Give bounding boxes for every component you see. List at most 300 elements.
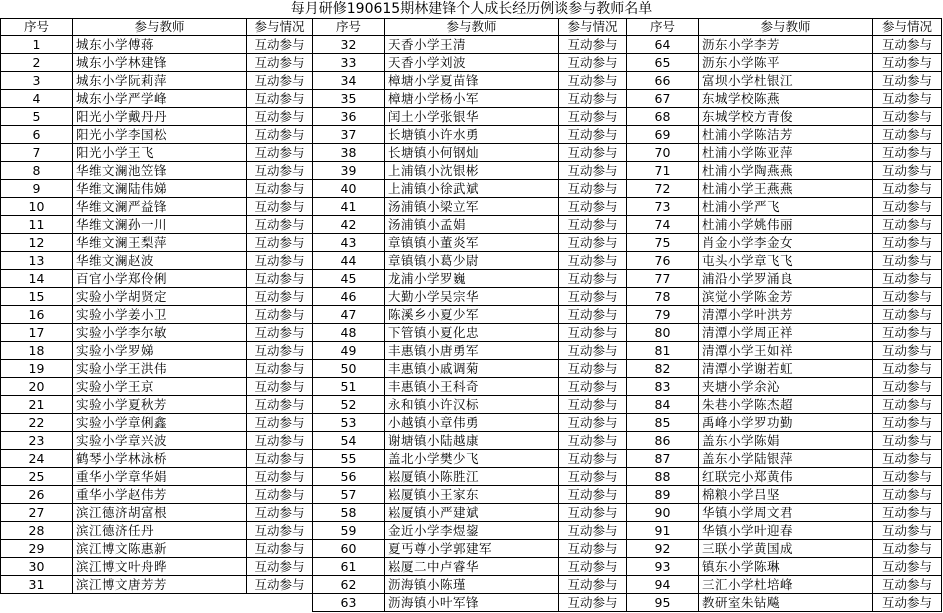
status-cell[interactable]: 互动参与 — [247, 162, 313, 180]
status-cell[interactable]: 互动参与 — [559, 378, 627, 396]
status-cell[interactable]: 互动参与 — [247, 306, 313, 324]
teacher-name-cell[interactable]: 城东小学林建锋 — [73, 54, 247, 72]
header-status[interactable]: 参与情况 — [873, 19, 942, 36]
teacher-name-cell[interactable]: 崧厦镇小陈胜江 — [385, 468, 559, 486]
status-cell[interactable]: 互动参与 — [559, 432, 627, 450]
status-cell[interactable]: 互动参与 — [247, 90, 313, 108]
seq-cell[interactable]: 46 — [313, 288, 385, 306]
teacher-name-cell[interactable]: 城东小学傅蒋 — [73, 36, 247, 54]
table-row — [1, 162, 942, 180]
status-cell[interactable]: 互动参与 — [873, 90, 942, 108]
seq-cell[interactable]: 74 — [627, 216, 699, 234]
status-cell[interactable]: 互动参与 — [247, 180, 313, 198]
teacher-name-cell[interactable]: 天香小学刘波 — [385, 54, 559, 72]
teacher-name-cell[interactable]: 东城学校陈燕 — [699, 90, 873, 108]
seq-cell[interactable]: 28 — [1, 522, 73, 540]
seq-cell[interactable]: 9 — [1, 180, 73, 198]
teacher-name-cell[interactable]: 肖金小学李金女 — [699, 234, 873, 252]
teacher-name-cell[interactable]: 教研室朱钻飚 — [699, 594, 873, 612]
status-cell[interactable]: 互动参与 — [873, 126, 942, 144]
teacher-name-cell[interactable]: 百官小学郑伶俐 — [73, 270, 247, 288]
seq-cell[interactable]: 92 — [627, 540, 699, 558]
status-cell[interactable]: 互动参与 — [873, 558, 942, 576]
teacher-name-cell[interactable]: 杜浦小学陈洁芳 — [699, 126, 873, 144]
seq-cell[interactable]: 39 — [313, 162, 385, 180]
teacher-name-cell[interactable]: 夏丐尊小学郭建军 — [385, 540, 559, 558]
teacher-name-cell[interactable]: 盖北小学樊少飞 — [385, 450, 559, 468]
status-cell[interactable]: 互动参与 — [247, 342, 313, 360]
status-cell[interactable]: 互动参与 — [559, 72, 627, 90]
status-cell[interactable]: 互动参与 — [873, 72, 942, 90]
seq-cell[interactable]: 79 — [627, 306, 699, 324]
seq-cell[interactable]: 36 — [313, 108, 385, 126]
status-cell[interactable]: 互动参与 — [247, 324, 313, 342]
status-cell[interactable]: 互动参与 — [247, 270, 313, 288]
teacher-name-cell[interactable]: 崧厦二中卢睿华 — [385, 558, 559, 576]
seq-cell[interactable]: 91 — [627, 522, 699, 540]
status-cell[interactable]: 互动参与 — [247, 504, 313, 522]
seq-cell[interactable]: 71 — [627, 162, 699, 180]
seq-cell[interactable]: 26 — [1, 486, 73, 504]
teacher-name-cell[interactable]: 永和镇小许汉标 — [385, 396, 559, 414]
status-cell[interactable]: 互动参与 — [873, 54, 942, 72]
seq-cell[interactable]: 16 — [1, 306, 73, 324]
seq-cell[interactable]: 61 — [313, 558, 385, 576]
status-cell[interactable]: 互动参与 — [873, 198, 942, 216]
teacher-name-cell[interactable]: 杜浦小学姚伟丽 — [699, 216, 873, 234]
seq-cell[interactable]: 34 — [313, 72, 385, 90]
teacher-name-cell[interactable]: 金近小学李煜鋆 — [385, 522, 559, 540]
teacher-name-cell[interactable]: 实验小学章俐鑫 — [73, 414, 247, 432]
status-cell[interactable]: 互动参与 — [873, 486, 942, 504]
seq-cell[interactable]: 81 — [627, 342, 699, 360]
teacher-name-cell[interactable]: 崧厦镇小严建斌 — [385, 504, 559, 522]
seq-cell[interactable]: 24 — [1, 450, 73, 468]
seq-cell[interactable]: 21 — [1, 396, 73, 414]
seq-cell[interactable]: 42 — [313, 216, 385, 234]
seq-cell[interactable]: 44 — [313, 252, 385, 270]
teacher-name-cell[interactable]: 华维文澜严益锋 — [73, 198, 247, 216]
status-cell[interactable]: 互动参与 — [873, 270, 942, 288]
seq-cell[interactable]: 3 — [1, 72, 73, 90]
seq-cell[interactable]: 27 — [1, 504, 73, 522]
seq-cell[interactable]: 58 — [313, 504, 385, 522]
status-cell[interactable]: 互动参与 — [873, 324, 942, 342]
teacher-name-cell[interactable]: 华镇小学周文君 — [699, 504, 873, 522]
table-row — [1, 126, 942, 144]
status-cell[interactable]: 互动参与 — [247, 450, 313, 468]
status-cell[interactable]: 互动参与 — [247, 72, 313, 90]
empty-cell[interactable] — [73, 594, 247, 612]
status-cell[interactable]: 互动参与 — [559, 342, 627, 360]
teacher-name-cell[interactable]: 朱巷小学陈杰超 — [699, 396, 873, 414]
status-cell[interactable]: 互动参与 — [873, 540, 942, 558]
teacher-name-cell[interactable]: 滨觉小学陈金芳 — [699, 288, 873, 306]
seq-cell[interactable]: 18 — [1, 342, 73, 360]
seq-cell[interactable]: 95 — [627, 594, 699, 612]
seq-cell[interactable]: 70 — [627, 144, 699, 162]
seq-cell[interactable]: 88 — [627, 468, 699, 486]
teacher-name-cell[interactable]: 上浦镇小沈银彬 — [385, 162, 559, 180]
teacher-name-cell[interactable]: 杜浦小学严飞 — [699, 198, 873, 216]
seq-cell[interactable]: 8 — [1, 162, 73, 180]
teacher-name-cell[interactable]: 杜浦小学陶燕燕 — [699, 162, 873, 180]
status-cell[interactable]: 互动参与 — [247, 144, 313, 162]
seq-cell[interactable]: 62 — [313, 576, 385, 594]
status-cell[interactable]: 互动参与 — [559, 198, 627, 216]
status-cell[interactable]: 互动参与 — [559, 360, 627, 378]
status-cell[interactable]: 互动参与 — [559, 288, 627, 306]
teacher-name-cell[interactable]: 汤浦镇小梁立军 — [385, 198, 559, 216]
status-cell[interactable]: 互动参与 — [873, 378, 942, 396]
seq-cell[interactable]: 85 — [627, 414, 699, 432]
teacher-name-cell[interactable]: 实验小学罗娣 — [73, 342, 247, 360]
teacher-name-cell[interactable]: 实验小学王京 — [73, 378, 247, 396]
status-cell[interactable]: 互动参与 — [559, 468, 627, 486]
teacher-name-cell[interactable]: 阳光小学李国松 — [73, 126, 247, 144]
teacher-name-cell[interactable]: 东城学校方青俊 — [699, 108, 873, 126]
seq-cell[interactable]: 60 — [313, 540, 385, 558]
seq-cell[interactable]: 43 — [313, 234, 385, 252]
status-cell[interactable]: 互动参与 — [559, 450, 627, 468]
seq-cell[interactable]: 2 — [1, 54, 73, 72]
status-cell[interactable]: 互动参与 — [559, 396, 627, 414]
seq-cell[interactable]: 25 — [1, 468, 73, 486]
header-teacher[interactable]: 参与教师 — [73, 19, 247, 36]
status-cell[interactable]: 互动参与 — [247, 54, 313, 72]
status-cell[interactable]: 互动参与 — [559, 162, 627, 180]
header-seq[interactable]: 序号 — [627, 19, 699, 36]
seq-cell[interactable]: 19 — [1, 360, 73, 378]
status-cell[interactable]: 互动参与 — [559, 54, 627, 72]
seq-cell[interactable]: 72 — [627, 180, 699, 198]
teacher-name-cell[interactable]: 龙浦小学罗巍 — [385, 270, 559, 288]
seq-cell[interactable]: 20 — [1, 378, 73, 396]
status-cell[interactable]: 互动参与 — [873, 288, 942, 306]
teacher-name-cell[interactable]: 樟塘小学杨小军 — [385, 90, 559, 108]
seq-cell[interactable]: 84 — [627, 396, 699, 414]
seq-cell[interactable]: 45 — [313, 270, 385, 288]
teacher-name-cell[interactable]: 丰惠镇小唐勇军 — [385, 342, 559, 360]
header-teacher[interactable]: 参与教师 — [385, 19, 559, 36]
teacher-name-cell[interactable]: 樟塘小学夏苗锋 — [385, 72, 559, 90]
seq-cell[interactable]: 49 — [313, 342, 385, 360]
teacher-name-cell[interactable]: 陈溪乡小夏少军 — [385, 306, 559, 324]
status-cell[interactable]: 互动参与 — [559, 144, 627, 162]
status-cell[interactable]: 互动参与 — [559, 504, 627, 522]
seq-cell[interactable]: 10 — [1, 198, 73, 216]
status-cell[interactable]: 互动参与 — [873, 342, 942, 360]
status-cell[interactable]: 互动参与 — [247, 252, 313, 270]
teacher-name-cell[interactable]: 滨江博文陈惠新 — [73, 540, 247, 558]
seq-cell[interactable]: 23 — [1, 432, 73, 450]
status-cell[interactable]: 互动参与 — [559, 252, 627, 270]
teacher-name-cell[interactable]: 章镇镇小董炎军 — [385, 234, 559, 252]
teacher-name-cell[interactable]: 棉粮小学吕坚 — [699, 486, 873, 504]
teacher-name-cell[interactable]: 三联小学黄国成 — [699, 540, 873, 558]
seq-cell[interactable]: 35 — [313, 90, 385, 108]
teacher-name-cell[interactable]: 闰土小学张银华 — [385, 108, 559, 126]
seq-cell[interactable]: 59 — [313, 522, 385, 540]
seq-cell[interactable]: 22 — [1, 414, 73, 432]
teacher-name-cell[interactable]: 阳光小学王飞 — [73, 144, 247, 162]
status-cell[interactable]: 互动参与 — [247, 108, 313, 126]
teacher-name-cell[interactable]: 镇东小学陈琳 — [699, 558, 873, 576]
seq-cell[interactable]: 6 — [1, 126, 73, 144]
status-cell[interactable]: 互动参与 — [247, 360, 313, 378]
teacher-name-cell[interactable]: 下管镇小夏化忠 — [385, 324, 559, 342]
teacher-name-cell[interactable]: 滨江博文叶舟晔 — [73, 558, 247, 576]
seq-cell[interactable]: 7 — [1, 144, 73, 162]
teacher-name-cell[interactable]: 富坝小学杜银江 — [699, 72, 873, 90]
seq-cell[interactable]: 78 — [627, 288, 699, 306]
status-cell[interactable]: 互动参与 — [559, 414, 627, 432]
status-cell[interactable]: 互动参与 — [873, 216, 942, 234]
teacher-name-cell[interactable]: 夹塘小学余沁 — [699, 378, 873, 396]
header-seq[interactable]: 序号 — [313, 19, 385, 36]
status-cell[interactable]: 互动参与 — [559, 486, 627, 504]
seq-cell[interactable]: 75 — [627, 234, 699, 252]
seq-cell[interactable]: 5 — [1, 108, 73, 126]
teacher-name-cell[interactable]: 阳光小学戴丹丹 — [73, 108, 247, 126]
seq-cell[interactable]: 86 — [627, 432, 699, 450]
seq-cell[interactable]: 56 — [313, 468, 385, 486]
seq-cell[interactable]: 53 — [313, 414, 385, 432]
empty-cell[interactable] — [1, 594, 73, 612]
teacher-name-cell[interactable]: 实验小学夏秋芳 — [73, 396, 247, 414]
seq-cell[interactable]: 15 — [1, 288, 73, 306]
seq-cell[interactable]: 89 — [627, 486, 699, 504]
teacher-name-cell[interactable]: 实验小学李尔敏 — [73, 324, 247, 342]
status-cell[interactable]: 互动参与 — [559, 540, 627, 558]
status-cell[interactable]: 互动参与 — [247, 486, 313, 504]
status-cell[interactable]: 互动参与 — [247, 396, 313, 414]
teacher-name-cell[interactable]: 沥东小学陈平 — [699, 54, 873, 72]
status-cell[interactable]: 互动参与 — [247, 288, 313, 306]
status-cell[interactable]: 互动参与 — [559, 108, 627, 126]
seq-cell[interactable]: 90 — [627, 504, 699, 522]
header-seq[interactable]: 序号 — [1, 19, 73, 36]
seq-cell[interactable]: 64 — [627, 36, 699, 54]
status-cell[interactable]: 互动参与 — [247, 216, 313, 234]
teacher-name-cell[interactable]: 清潭小学叶洪芳 — [699, 306, 873, 324]
status-cell[interactable]: 互动参与 — [247, 36, 313, 54]
seq-cell[interactable]: 38 — [313, 144, 385, 162]
status-cell[interactable]: 互动参与 — [247, 414, 313, 432]
status-cell[interactable]: 互动参与 — [873, 522, 942, 540]
seq-cell[interactable]: 76 — [627, 252, 699, 270]
teacher-name-cell[interactable]: 红联完小郑黄伟 — [699, 468, 873, 486]
status-cell[interactable]: 互动参与 — [873, 180, 942, 198]
seq-cell[interactable]: 54 — [313, 432, 385, 450]
teacher-name-cell[interactable]: 滨江博文唐芳芳 — [73, 576, 247, 594]
status-cell[interactable]: 互动参与 — [559, 576, 627, 594]
status-cell[interactable]: 互动参与 — [559, 558, 627, 576]
teacher-name-cell[interactable]: 实验小学胡贤定 — [73, 288, 247, 306]
teacher-name-cell[interactable]: 华维文澜池笠锋 — [73, 162, 247, 180]
teacher-name-cell[interactable]: 长塘镇小许水勇 — [385, 126, 559, 144]
teacher-name-cell[interactable]: 城东小学阮莉萍 — [73, 72, 247, 90]
seq-cell[interactable]: 82 — [627, 360, 699, 378]
seq-cell[interactable]: 30 — [1, 558, 73, 576]
status-cell[interactable]: 互动参与 — [873, 396, 942, 414]
status-cell[interactable]: 互动参与 — [247, 198, 313, 216]
seq-cell[interactable]: 51 — [313, 378, 385, 396]
header-teacher[interactable]: 参与教师 — [699, 19, 873, 36]
teacher-name-cell[interactable]: 重华小学章华娟 — [73, 468, 247, 486]
teacher-name-cell[interactable]: 禹峰小学罗功勤 — [699, 414, 873, 432]
teacher-name-cell[interactable]: 上浦镇小徐武斌 — [385, 180, 559, 198]
seq-cell[interactable]: 12 — [1, 234, 73, 252]
teacher-name-cell[interactable]: 清潭小学周正祥 — [699, 324, 873, 342]
seq-cell[interactable]: 57 — [313, 486, 385, 504]
seq-cell[interactable]: 40 — [313, 180, 385, 198]
teacher-name-cell[interactable]: 华维文澜王梨萍 — [73, 234, 247, 252]
seq-cell[interactable]: 31 — [1, 576, 73, 594]
teacher-name-cell[interactable]: 杜浦小学王燕燕 — [699, 180, 873, 198]
teacher-name-cell[interactable]: 清潭小学王如祥 — [699, 342, 873, 360]
status-cell[interactable]: 互动参与 — [873, 162, 942, 180]
seq-cell[interactable]: 65 — [627, 54, 699, 72]
status-cell[interactable]: 互动参与 — [873, 468, 942, 486]
status-cell[interactable]: 互动参与 — [873, 432, 942, 450]
teacher-name-cell[interactable]: 小越镇小章伟勇 — [385, 414, 559, 432]
seq-cell[interactable]: 4 — [1, 90, 73, 108]
status-cell[interactable]: 互动参与 — [873, 144, 942, 162]
empty-cell[interactable] — [247, 594, 313, 612]
teacher-name-cell[interactable]: 长塘镇小何钢灿 — [385, 144, 559, 162]
seq-cell[interactable]: 41 — [313, 198, 385, 216]
table-row — [1, 378, 942, 396]
seq-cell[interactable]: 83 — [627, 378, 699, 396]
status-cell[interactable]: 互动参与 — [873, 576, 942, 594]
seq-cell[interactable]: 73 — [627, 198, 699, 216]
teacher-name-cell[interactable]: 崧厦镇小王家东 — [385, 486, 559, 504]
status-cell[interactable]: 互动参与 — [559, 216, 627, 234]
status-cell[interactable]: 互动参与 — [873, 108, 942, 126]
seq-cell[interactable]: 63 — [313, 594, 385, 612]
teacher-name-cell[interactable]: 沥海镇小陈瑾 — [385, 576, 559, 594]
teacher-name-cell[interactable]: 沥海镇小叶军锋 — [385, 594, 559, 612]
seq-cell[interactable]: 77 — [627, 270, 699, 288]
seq-cell[interactable]: 13 — [1, 252, 73, 270]
seq-cell[interactable]: 14 — [1, 270, 73, 288]
status-cell[interactable]: 互动参与 — [873, 36, 942, 54]
seq-cell[interactable]: 1 — [1, 36, 73, 54]
seq-cell[interactable]: 11 — [1, 216, 73, 234]
status-cell[interactable]: 互动参与 — [247, 558, 313, 576]
teacher-name-cell[interactable]: 谢塘镇小陆越康 — [385, 432, 559, 450]
teacher-name-cell[interactable]: 滨江德济任丹 — [73, 522, 247, 540]
seq-cell[interactable]: 48 — [313, 324, 385, 342]
teacher-name-cell[interactable]: 沥东小学李芳 — [699, 36, 873, 54]
seq-cell[interactable]: 17 — [1, 324, 73, 342]
status-cell[interactable]: 互动参与 — [559, 180, 627, 198]
seq-cell[interactable]: 52 — [313, 396, 385, 414]
teacher-name-cell[interactable]: 盖东小学陈娟 — [699, 432, 873, 450]
seq-cell[interactable]: 29 — [1, 540, 73, 558]
status-cell[interactable]: 互动参与 — [873, 360, 942, 378]
status-cell[interactable]: 互动参与 — [559, 126, 627, 144]
status-cell[interactable]: 互动参与 — [873, 450, 942, 468]
seq-cell[interactable]: 69 — [627, 126, 699, 144]
teacher-name-cell[interactable]: 大勤小学吴宗华 — [385, 288, 559, 306]
teacher-name-cell[interactable]: 丰惠镇小戚调菊 — [385, 360, 559, 378]
status-cell[interactable]: 互动参与 — [247, 126, 313, 144]
teacher-name-cell[interactable]: 城东小学严学峰 — [73, 90, 247, 108]
seq-cell[interactable]: 66 — [627, 72, 699, 90]
status-cell[interactable]: 互动参与 — [247, 378, 313, 396]
seq-cell[interactable]: 87 — [627, 450, 699, 468]
seq-cell[interactable]: 80 — [627, 324, 699, 342]
status-cell[interactable]: 互动参与 — [873, 594, 942, 612]
status-cell[interactable]: 互动参与 — [559, 522, 627, 540]
teacher-name-cell[interactable]: 华镇小学叶迎春 — [699, 522, 873, 540]
status-cell[interactable]: 互动参与 — [247, 234, 313, 252]
teacher-name-cell[interactable]: 丰惠镇小王科奇 — [385, 378, 559, 396]
teacher-name-cell[interactable]: 清潭小学谢若虹 — [699, 360, 873, 378]
seq-cell[interactable]: 67 — [627, 90, 699, 108]
seq-cell[interactable]: 68 — [627, 108, 699, 126]
teacher-name-cell[interactable]: 滨江德济胡富根 — [73, 504, 247, 522]
seq-cell[interactable]: 37 — [313, 126, 385, 144]
seq-cell[interactable]: 33 — [313, 54, 385, 72]
seq-cell[interactable]: 50 — [313, 360, 385, 378]
status-cell[interactable]: 互动参与 — [873, 306, 942, 324]
status-cell[interactable]: 互动参与 — [559, 324, 627, 342]
teacher-name-cell[interactable]: 实验小学王洪伟 — [73, 360, 247, 378]
status-cell[interactable]: 互动参与 — [247, 432, 313, 450]
status-cell[interactable]: 互动参与 — [873, 252, 942, 270]
teacher-name-cell[interactable]: 重华小学赵伟芳 — [73, 486, 247, 504]
teacher-name-cell[interactable]: 实验小学姜小卫 — [73, 306, 247, 324]
header-status[interactable]: 参与情况 — [559, 19, 627, 36]
teacher-name-cell[interactable]: 三汇小学杜培峰 — [699, 576, 873, 594]
teacher-name-cell[interactable]: 华维文澜陆伟娣 — [73, 180, 247, 198]
status-cell[interactable]: 互动参与 — [873, 234, 942, 252]
status-cell[interactable]: 互动参与 — [873, 414, 942, 432]
teacher-name-cell[interactable]: 华维文澜赵波 — [73, 252, 247, 270]
status-cell[interactable]: 互动参与 — [873, 504, 942, 522]
teacher-name-cell[interactable]: 鹤琴小学林泳桥 — [73, 450, 247, 468]
seq-cell[interactable]: 47 — [313, 306, 385, 324]
teacher-name-cell[interactable]: 杜浦小学陈亚萍 — [699, 144, 873, 162]
status-cell[interactable]: 互动参与 — [559, 36, 627, 54]
seq-cell[interactable]: 94 — [627, 576, 699, 594]
seq-cell[interactable]: 93 — [627, 558, 699, 576]
status-cell[interactable]: 互动参与 — [559, 234, 627, 252]
teacher-name-cell[interactable]: 盖东小学陆银萍 — [699, 450, 873, 468]
seq-cell[interactable]: 32 — [313, 36, 385, 54]
seq-cell[interactable]: 55 — [313, 450, 385, 468]
status-cell[interactable]: 互动参与 — [247, 540, 313, 558]
status-cell[interactable]: 互动参与 — [559, 90, 627, 108]
teacher-name-cell[interactable]: 华维文澜孙一川 — [73, 216, 247, 234]
teacher-name-cell[interactable]: 天香小学王清 — [385, 36, 559, 54]
status-cell[interactable]: 互动参与 — [559, 306, 627, 324]
status-cell[interactable]: 互动参与 — [559, 594, 627, 612]
teacher-name-cell[interactable]: 汤浦镇小孟娟 — [385, 216, 559, 234]
teacher-name-cell[interactable]: 屯头小学章飞飞 — [699, 252, 873, 270]
status-cell[interactable]: 互动参与 — [559, 270, 627, 288]
status-cell[interactable]: 互动参与 — [247, 522, 313, 540]
status-cell[interactable]: 互动参与 — [247, 576, 313, 594]
teacher-name-cell[interactable]: 实验小学章兴波 — [73, 432, 247, 450]
header-status[interactable]: 参与情况 — [247, 19, 313, 36]
teacher-name-cell[interactable]: 浦沿小学罗涌良 — [699, 270, 873, 288]
status-cell[interactable]: 互动参与 — [247, 468, 313, 486]
teacher-name-cell[interactable]: 章镇镇小葛少尉 — [385, 252, 559, 270]
